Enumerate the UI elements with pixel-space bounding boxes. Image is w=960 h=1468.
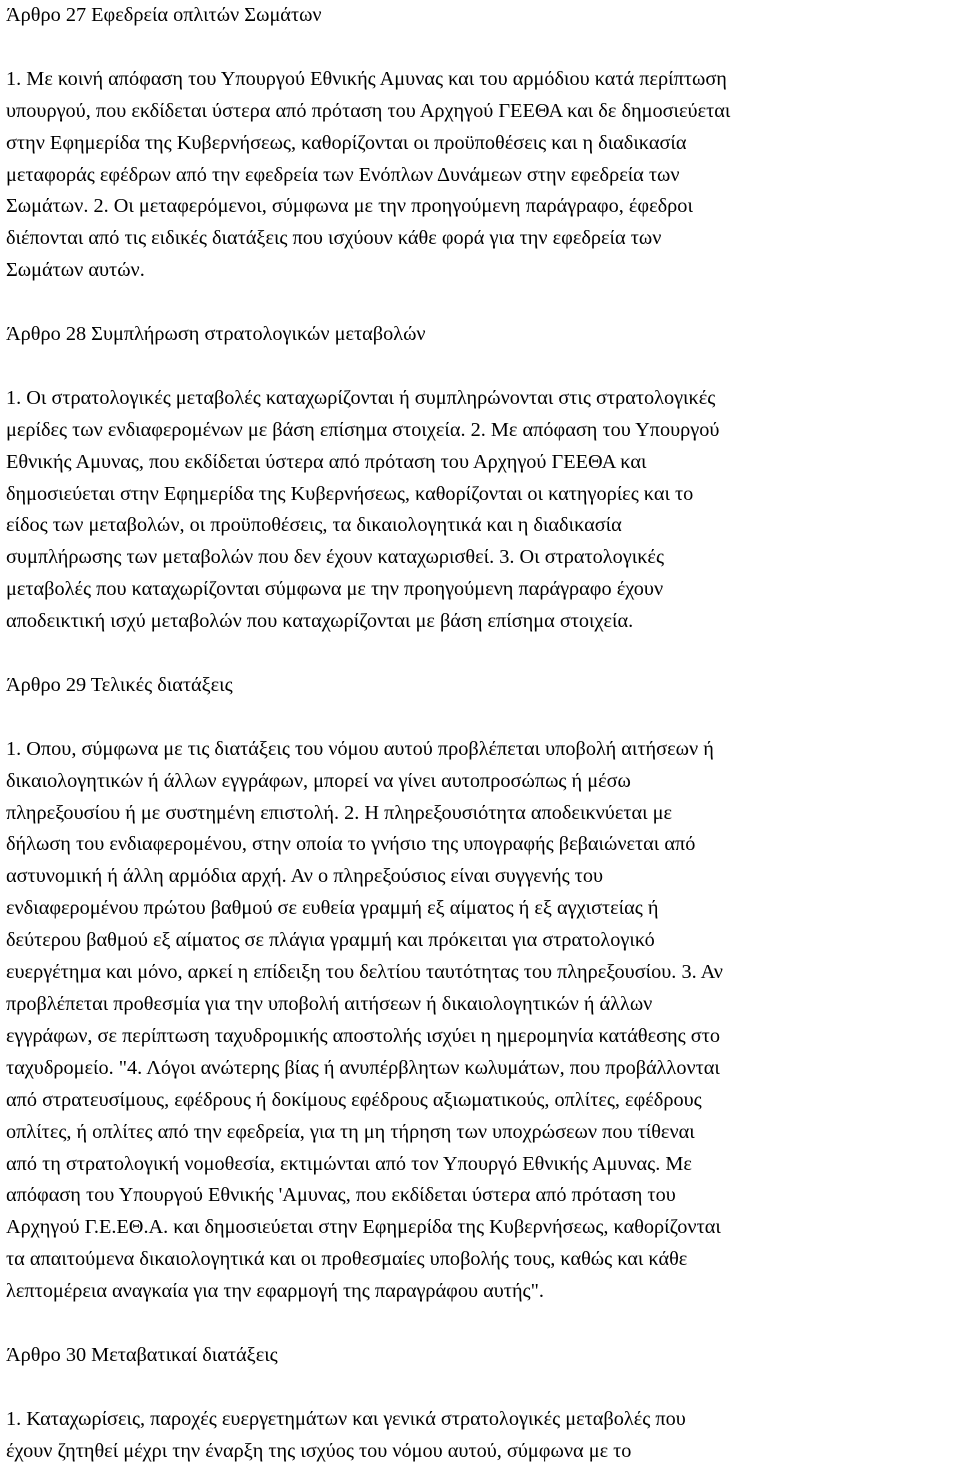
- text-line: δήλωση του ενδιαφερομένου, στην οποία το γνήσιο της υπογραφής βεβαιώνεται από: [6, 833, 696, 856]
- text-line: Αρχηγού Γ.Ε.ΕΘ.Α. και δημοσιεύεται στην Εφημερίδα της Κυβερνήσεως, καθορίζονται: [6, 1216, 721, 1239]
- spacer: [6, 638, 956, 670]
- article-heading: Άρθρο 27 Εφεδρεία οπλιτών Σωμάτων: [6, 4, 322, 26]
- text-line: 1. Οπου, σύμφωνα με τις διατάξεις του νόμου αυτού προβλέπεται υποβολή αιτήσεων ή: [6, 737, 714, 760]
- article-30: [6, 1340, 956, 1468]
- text-line: συμπλήρωσης των μεταβολών που δεν έχουν καταχωρισθεί. 3. Οι στρατολογικές: [6, 546, 664, 569]
- article-body: [6, 64, 956, 287]
- spacer: [6, 287, 956, 319]
- text-line: οπλίτες, ή οπλίτες από την εφεδρεία, για τη μη τήρηση των υποχρώσεων που τίθεναι: [6, 1120, 695, 1143]
- article-28: [6, 319, 956, 670]
- article-heading: Άρθρο 29 Τελικές διατάξεις: [6, 673, 233, 696]
- article-body: [6, 383, 956, 638]
- text-line: λεπτομέρεια αναγκαία για την εφαρμογή της παραγράφου αυτής".: [6, 1280, 544, 1303]
- text-line: Σωμάτων αυτών.: [6, 259, 145, 282]
- text-line: είδος των μεταβολών, οι προϋποθέσεις, τα δικαιολογητικά και η διαδικασία: [6, 514, 622, 537]
- spacer: [6, 1308, 956, 1340]
- article-heading: Άρθρο 30 Μεταβατικαί διατάξεις: [6, 1343, 278, 1366]
- text-line: διέπονται από τις ειδικές διατάξεις που ισχύουν κάθε φορά για την εφεδρεία των: [6, 227, 662, 250]
- spacer: [6, 702, 956, 734]
- text-line: εγγράφων, σε περίπτωση ταχυδρομικής αποστολής ισχύει η ημερομηνία κατάθεσης στο: [6, 1024, 720, 1047]
- text-line: δημοσιεύεται στην Εφημερίδα της Κυβερνήσεως, καθορίζονται οι κατηγορίες και το: [6, 482, 694, 505]
- spacer: [6, 1372, 956, 1404]
- spacer: [6, 32, 956, 64]
- text-line: δεύτερου βαθμού εξ αίματος σε πλάγια γραμμή και πρόκειται για στρατολογικό: [6, 929, 655, 952]
- text-line: Σωμάτων. 2. Οι μεταφερόμενοι, σύμφωνα με την προηγούμενη παράγραφο, έφεδροι: [6, 195, 693, 218]
- document-page: [6, 0, 956, 1468]
- article-27: [6, 0, 956, 319]
- text-line: μερίδες των ενδιαφερομένων με βάση επίσημα στοιχεία. 2. Με απόφαση του Υπουργού: [6, 418, 720, 441]
- text-line: 1. Καταχωρίσεις, παροχές ευεργετημάτων και γενικά στρατολογικές μεταβολές που: [6, 1407, 686, 1430]
- text-line: έχουν ζητηθεί μέχρι την έναρξη της ισχύος του νόμου αυτού, σύμφωνα με το: [6, 1439, 632, 1462]
- text-line: τα απαιτούμενα δικαιολογητικά και οι προθεσμαίες υποβολής τους, καθώς και κάθε: [6, 1248, 688, 1271]
- text-line: προβλέπεται προθεσμία για την υποβολή αιτήσεων ή δικαιολογητικών ή άλλων: [6, 993, 653, 1016]
- text-line: υπουργού, που εκδίδεται ύστερα από πρόταση του Αρχηγού ΓΕΕΘΑ και δε δημοσιεύεται: [6, 99, 731, 122]
- text-line: πληρεξουσίου ή με συστημένη επιστολή. 2. Η πληρεξουσιότητα αποδεικνύεται με: [6, 801, 673, 824]
- text-line: από στρατευσίμους, εφέδρους ή δοκίμους εφέδρους αξιωματικούς, οπλίτες, εφέδρους: [6, 1088, 702, 1111]
- text-line: ενδιαφερομένου πρώτου βαθμού σε ευθεία γραμμή εξ αίματος ή εξ αγχιστείας ή: [6, 897, 659, 920]
- text-line: από τη στρατολογική νομοθεσία, εκτιμώνται από τον Υπουργό Εθνικής Αμυνας. Με: [6, 1152, 692, 1175]
- text-line: Εθνικής Αμυνας, που εκδίδεται ύστερα από πρόταση του Αρχηγού ΓΕΕΘΑ και: [6, 450, 647, 473]
- text-line: 1. Με κοινή απόφαση του Υπουργού Εθνικής Αμυνας και του αρμόδιου κατά περίπτωση: [6, 67, 727, 90]
- text-line: μεταβολές που καταχωρίζονται σύμφωνα με την προηγούμενη παράγραφο έχουν: [6, 578, 664, 601]
- article-body: [6, 734, 956, 1308]
- text-line: ευεργέτημα και μόνο, αρκεί η επίδειξη του δελτίου ταυτότητας του πληρεξουσίου. 3. Αν: [6, 961, 723, 984]
- text-line: απόφαση του Υπουργού Εθνικής 'Αμυνας, που εκδίδεται ύστερα από πρόταση του: [6, 1184, 676, 1207]
- text-line: στην Εφημερίδα της Κυβερνήσεως, καθορίζονται οι προϋποθέσεις και η διαδικασία: [6, 131, 687, 154]
- text-line: 1. Οι στρατολογικές μεταβολές καταχωρίζονται ή συμπληρώνονται στις στρατολογικές: [6, 386, 716, 409]
- text-line: δικαιολογητικών ή άλλων εγγράφων, μπορεί να γίνει αυτοπροσώπως ή μέσω: [6, 769, 631, 792]
- article-body: [6, 1404, 956, 1468]
- text-line: ταχυδρομείο. "4. Λόγοι ανώτερης βίας ή ανυπέρβλητων κωλυμάτων, που προβάλλονται: [6, 1056, 720, 1079]
- text-line: αστυνομική ή άλλη αρμόδια αρχή. Αν ο πληρεξούσιος είναι συγγενής του: [6, 865, 604, 888]
- text-line: μεταφοράς εφέδρων από την εφεδρεία των Ενόπλων Δυνάμεων στην εφεδρεία των: [6, 163, 680, 186]
- text-line: αποδεικτική ισχύ μεταβολών που καταχωρίζονται με βάση επίσημα στοιχεία.: [6, 610, 634, 633]
- article-29: [6, 670, 956, 1340]
- article-heading: Άρθρο 28 Συμπλήρωση στρατολογικών μεταβολών: [6, 323, 426, 346]
- spacer: [6, 351, 956, 383]
